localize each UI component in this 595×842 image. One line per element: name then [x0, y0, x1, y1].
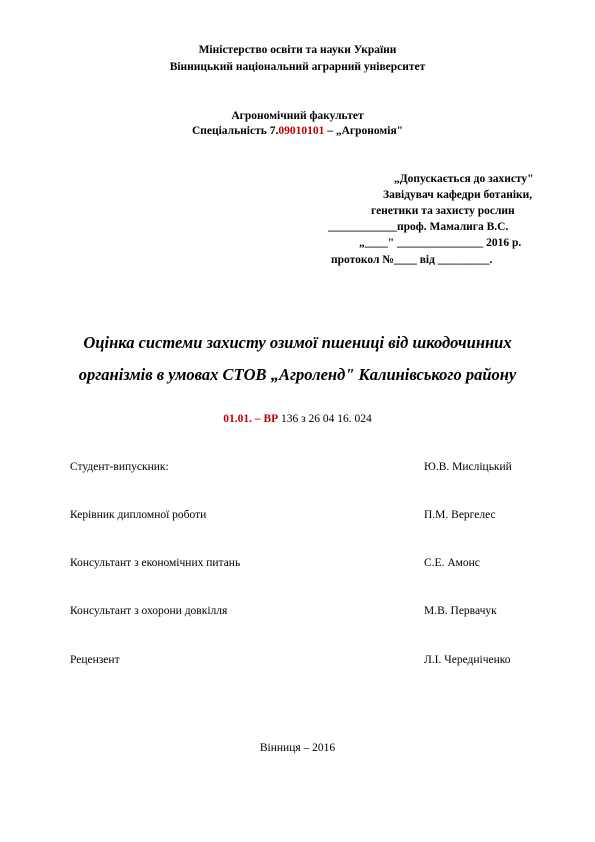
specialty-prefix: Спеціальність 7. — [191, 125, 279, 137]
role-economics-consultant: Консультант з економічних питань — [70, 557, 241, 569]
approval-head-title: Завідувач кафедри ботаніки, — [383, 189, 533, 201]
role-environment-consultant: Консультант з охорони довкілля — [70, 605, 228, 617]
approval-protocol: протокол №____ від _________. — [331, 254, 493, 266]
university-name: Вінницький національний аграрний університет — [169, 61, 426, 73]
approval-date: „____" _______________ 2016 р. — [359, 237, 522, 249]
city-year: Вінниця – 2016 — [259, 742, 336, 754]
approval-admit: „Допускається до захисту" — [394, 173, 534, 185]
faculty-name: Агрономічний факультет — [231, 110, 364, 122]
document-code-red: 01.01. – ВР — [223, 413, 279, 425]
thesis-title-line-1: Оцінка системи захисту озимої пшениці від шкодочинних — [83, 333, 512, 352]
name-supervisor: П.М. Вергелес — [424, 509, 496, 521]
specialty-line — [0, 126, 595, 138]
specialty-code: 09010101 — [278, 125, 325, 137]
ministry-name: Міністерство освіти та науки України — [198, 44, 397, 56]
role-reviewer: Рецензент — [70, 654, 120, 666]
specialty-suffix: – „Агрономія" — [324, 125, 404, 137]
role-student: Студент-випускник: — [70, 461, 169, 473]
name-reviewer: Л.І. Чередніченко — [424, 654, 511, 666]
approval-signature: ____________проф. Мамалига В.С. — [328, 221, 509, 233]
document-code — [0, 414, 595, 426]
thesis-title-line-2: організмів в умовах СТОВ „Агроленд" Калинівського району — [78, 365, 517, 384]
name-environment-consultant: М.В. Первачук — [424, 605, 497, 617]
name-economics-consultant: С.Е. Амонс — [424, 557, 480, 569]
role-supervisor: Керівник дипломної роботи — [70, 509, 207, 521]
name-student: Ю.В. Мисліцький — [424, 461, 512, 473]
approval-department: генетики та захисту рослин — [371, 205, 515, 217]
document-code-rest: 136 з 26 04 16. 024 — [278, 413, 372, 425]
